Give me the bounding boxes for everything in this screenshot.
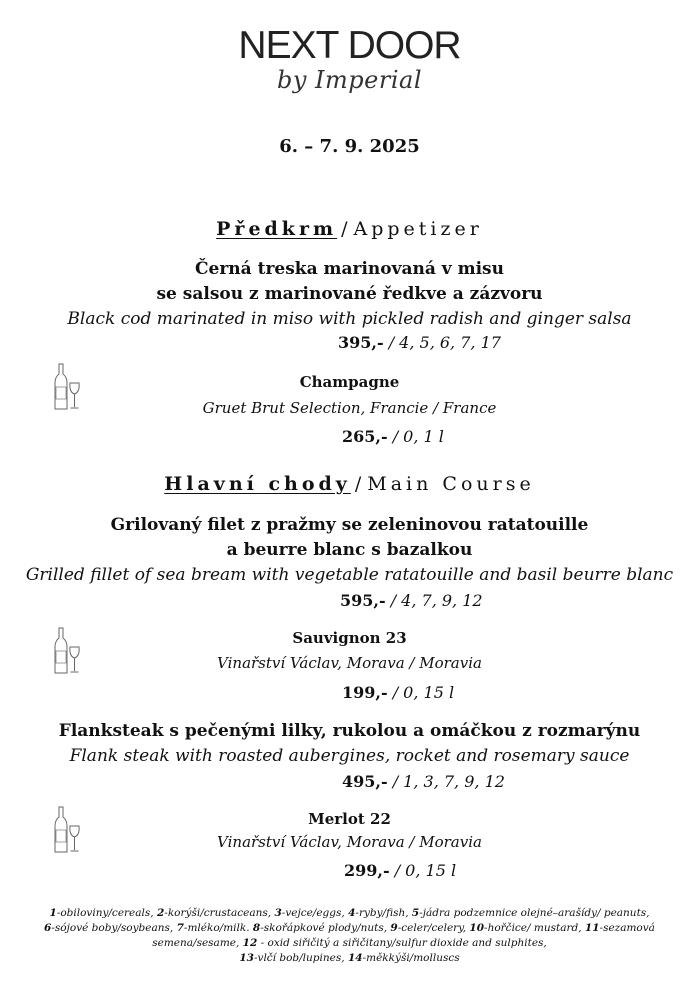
dish-allergens: / 1, 3, 7, 9, 12 [387, 772, 505, 791]
section-title-cz: Hlavní chody [164, 473, 351, 495]
allergen-text: -mléko/milk. [183, 922, 253, 934]
section-title-en: Main Course [367, 473, 535, 495]
allergen-text: -skořápkové plody/nuts, [260, 922, 391, 934]
menu-date: 6. – 7. 9. 2025 [279, 136, 420, 157]
dish-price: 595,- [340, 591, 386, 610]
wine-price: 199,- [342, 683, 388, 702]
wine-origin: Vinařství Václav, Morava / Moravia [217, 833, 482, 851]
allergen-text: -měkkýši/molluscs [362, 952, 460, 964]
wine-name: Sauvignon 23 [292, 629, 407, 647]
dish-price-line [338, 333, 501, 352]
allergen-text: -sezamová semena/sesame, [152, 922, 655, 949]
dish-item [0, 513, 699, 588]
dish-price: 495,- [342, 772, 388, 791]
dish-item [0, 257, 699, 332]
wine-price-line [344, 861, 456, 880]
dish-item [0, 719, 699, 769]
allergen-number: 2 [156, 907, 165, 919]
allergen-text: -hořčice/ mustard, [484, 922, 585, 934]
allergen-text: -obiloviny/cereals, [56, 907, 157, 919]
allergen-number: 1 [49, 907, 57, 919]
allergen-number: 10 [469, 922, 485, 934]
allergen-text: - oxid siřičitý a siřičitany/sulfur dioxide and sulphites, [257, 937, 547, 949]
allergen-number: 13 [239, 952, 254, 964]
wine-name: Champagne [299, 373, 400, 391]
allergen-legend [20, 906, 679, 966]
section-title-cz: Předkrm [216, 218, 338, 240]
wine-volume: / 0, 15 l [389, 861, 457, 880]
wine-price: 265,- [342, 427, 388, 446]
wine-volume: / 0, 15 l [387, 683, 455, 702]
allergen-text: -jádra podzemnice olejné–arašídy/ peanuts, [419, 907, 650, 919]
dish-allergens: / 4, 7, 9, 12 [385, 591, 483, 610]
dish-name-cz: Grilovaný filet z pražmy se zeleninovou ratatouille [110, 515, 589, 535]
allergen-text: -korýši/crustaceans, [164, 907, 275, 919]
dish-price: 395,- [338, 333, 384, 352]
wine-price-line [342, 683, 454, 702]
wine-volume: / 0, 1 l [387, 427, 444, 446]
dish-name-en: Flank steak with roasted aubergines, rocket and rosemary sauce [69, 746, 630, 766]
logo-wordmark: NEXT DOOR [238, 24, 461, 67]
dish-price-line [342, 772, 505, 791]
section-separator: / [341, 218, 350, 240]
dish-allergens: / 4, 5, 6, 7, 17 [383, 333, 501, 352]
dish-name-cz: se salsou z marinované ředkve a zázvoru [156, 284, 543, 304]
allergen-number: 9 [390, 922, 398, 934]
section-title-appetizer [0, 218, 699, 240]
allergen-text: -celer/celery, [397, 922, 470, 934]
section-title-en: Appetizer [353, 218, 483, 240]
wine-price: 299,- [344, 861, 390, 880]
dish-name-cz: Flanksteak s pečenými lilky, rukolou a omáčkou z rozmarýnu [58, 721, 641, 741]
allergen-text: -sójové boby/soybeans, [51, 922, 177, 934]
section-title-main-course [0, 473, 699, 495]
allergen-number: 14 [347, 952, 363, 964]
allergen-number: 5 [411, 907, 420, 919]
wine-origin: Gruet Brut Selection, Francie / France [202, 399, 497, 417]
allergen-number: 12 [242, 937, 258, 949]
allergen-text: -vlčí bob/lupines, [253, 952, 348, 964]
logo-subtitle: by Imperial [277, 66, 422, 94]
section-separator: / [354, 473, 364, 495]
dish-name-en: Grilled fillet of sea bream with vegetable ratatouille and basil beurre blanc [25, 565, 674, 585]
wine-price-line [342, 427, 444, 446]
allergen-number: 4 [348, 907, 356, 919]
dish-price-line [340, 591, 483, 610]
wine-origin: Vinařství Václav, Morava / Moravia [217, 654, 482, 672]
allergen-number: 11 [584, 922, 600, 934]
allergen-number: 7 [176, 922, 184, 934]
dish-name-cz: Černá treska marinovaná v misu [195, 259, 504, 279]
dish-name-cz: a beurre blanc s bazalkou [226, 540, 473, 560]
allergen-text: -vejce/eggs, [281, 907, 349, 919]
allergen-number: 6 [44, 922, 52, 934]
allergen-number: 3 [274, 907, 282, 919]
wine-name: Merlot 22 [308, 810, 391, 828]
allergen-text: -ryby/fish, [355, 907, 412, 919]
dish-name-en: Black cod marinated in miso with pickled radish and ginger salsa [67, 309, 632, 329]
allergen-number: 8 [252, 922, 261, 934]
